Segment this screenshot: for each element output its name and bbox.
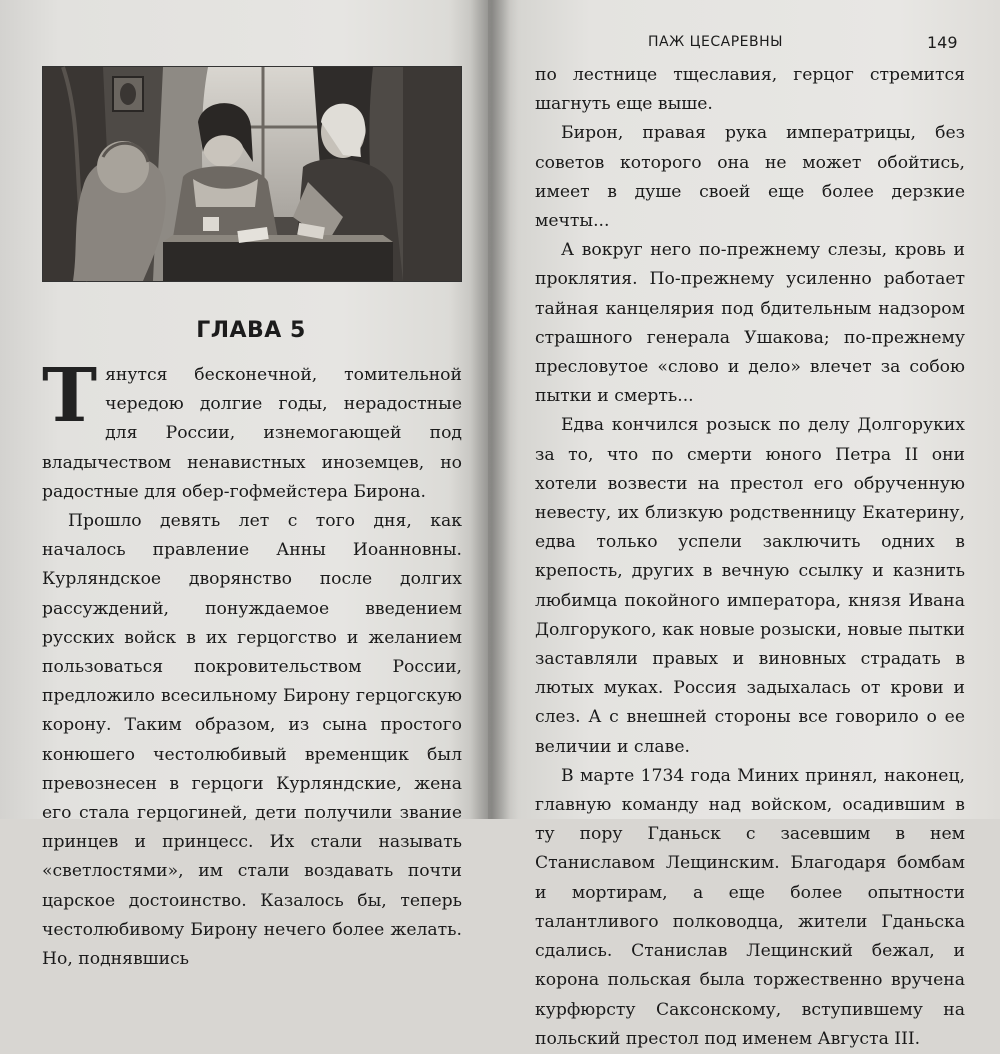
chapter-illustration bbox=[42, 66, 462, 282]
running-header: ПАЖ ЦЕСАРЕВНЫ bbox=[648, 34, 783, 50]
paragraph: Тянутся бесконечной, томительной чередою долгие годы, нерадостные для России, изнемогающей под владычеством ненавистных иноземцев, но радостные для обер-гофмейстера Бирона. bbox=[42, 353, 462, 502]
chapter-title: ГЛАВА 5 bbox=[196, 318, 306, 343]
page-number: 149 bbox=[927, 33, 958, 52]
left-page bbox=[0, 0, 488, 970]
right-page-text bbox=[535, 61, 965, 1054]
paragraph: В марте 1734 года Миних принял, наконец, главную команду над войском, осадившим в ту пору Гданьск с засевшим в нем Станиславом Лещинским. Благодаря бомбам и мортирам, а еще более опытности талантливого полководца, жители Гданьска сдались. Станислав Лещинский бежал, и корона польская была торжественно вручена курфюрсту Саксонскому, вступившему на польский престол под именем Августа III. bbox=[535, 765, 965, 1049]
left-page-text bbox=[42, 353, 462, 974]
drop-cap: Т bbox=[42, 353, 98, 439]
paragraph: Бирон, правая рука императрицы, без советов которого она не может обойтись, имеет в душе своей еще более дерзкие мечты... bbox=[535, 123, 965, 232]
paragraph: Прошло девять лет с того дня, как началось правление Анны Иоанновны. Курляндское дворянство после долгих рассуждений, понуждаемое введением русских войск в их герцогство и желанием пользоваться покровительством России, предложило всесильному Бирону герцогскую корону. Таким образом, из сына простого конюшего честолюбивый временщик был превознесен в герцоги Курляндские, жена его стала герцогиней, дети получили звание принцев и принцесс. Их стали называть «светлостями», им стали воздавать почти царское достоинство. Казалось бы, теперь честолюбивому Бирону нечего более желать. Но, поднявшись bbox=[42, 511, 462, 970]
paragraph: по лестнице тщеславия, герцог стремится шагнуть еще выше. bbox=[535, 65, 965, 115]
paragraph: Едва кончился розыск по делу Долгоруких за то, что по смерти юного Петра II они хотели возвести на престол его обрученную невесту, их близкую родственницу Екатерину, едва только успели заключить одних в крепость, других в вечную ссылку и казнить любимца покойного императора, князя Ивана Долгорукого, как новые розыски, новые пытки заставляли правых и виновных страдать в лютых муках. Россия задыхалась от крови и слез. А с внешней стороны все говорило о ее величии и славе. bbox=[535, 415, 965, 757]
paragraph: А вокруг него по-прежнему слезы, кровь и проклятия. По-прежнему усиленно работает тайная канцелярия под бдительным надзором страшного генерала Ушакова; по-прежнему пресловутое «слово и дело» влечет за собою пытки и смерть... bbox=[535, 240, 965, 407]
